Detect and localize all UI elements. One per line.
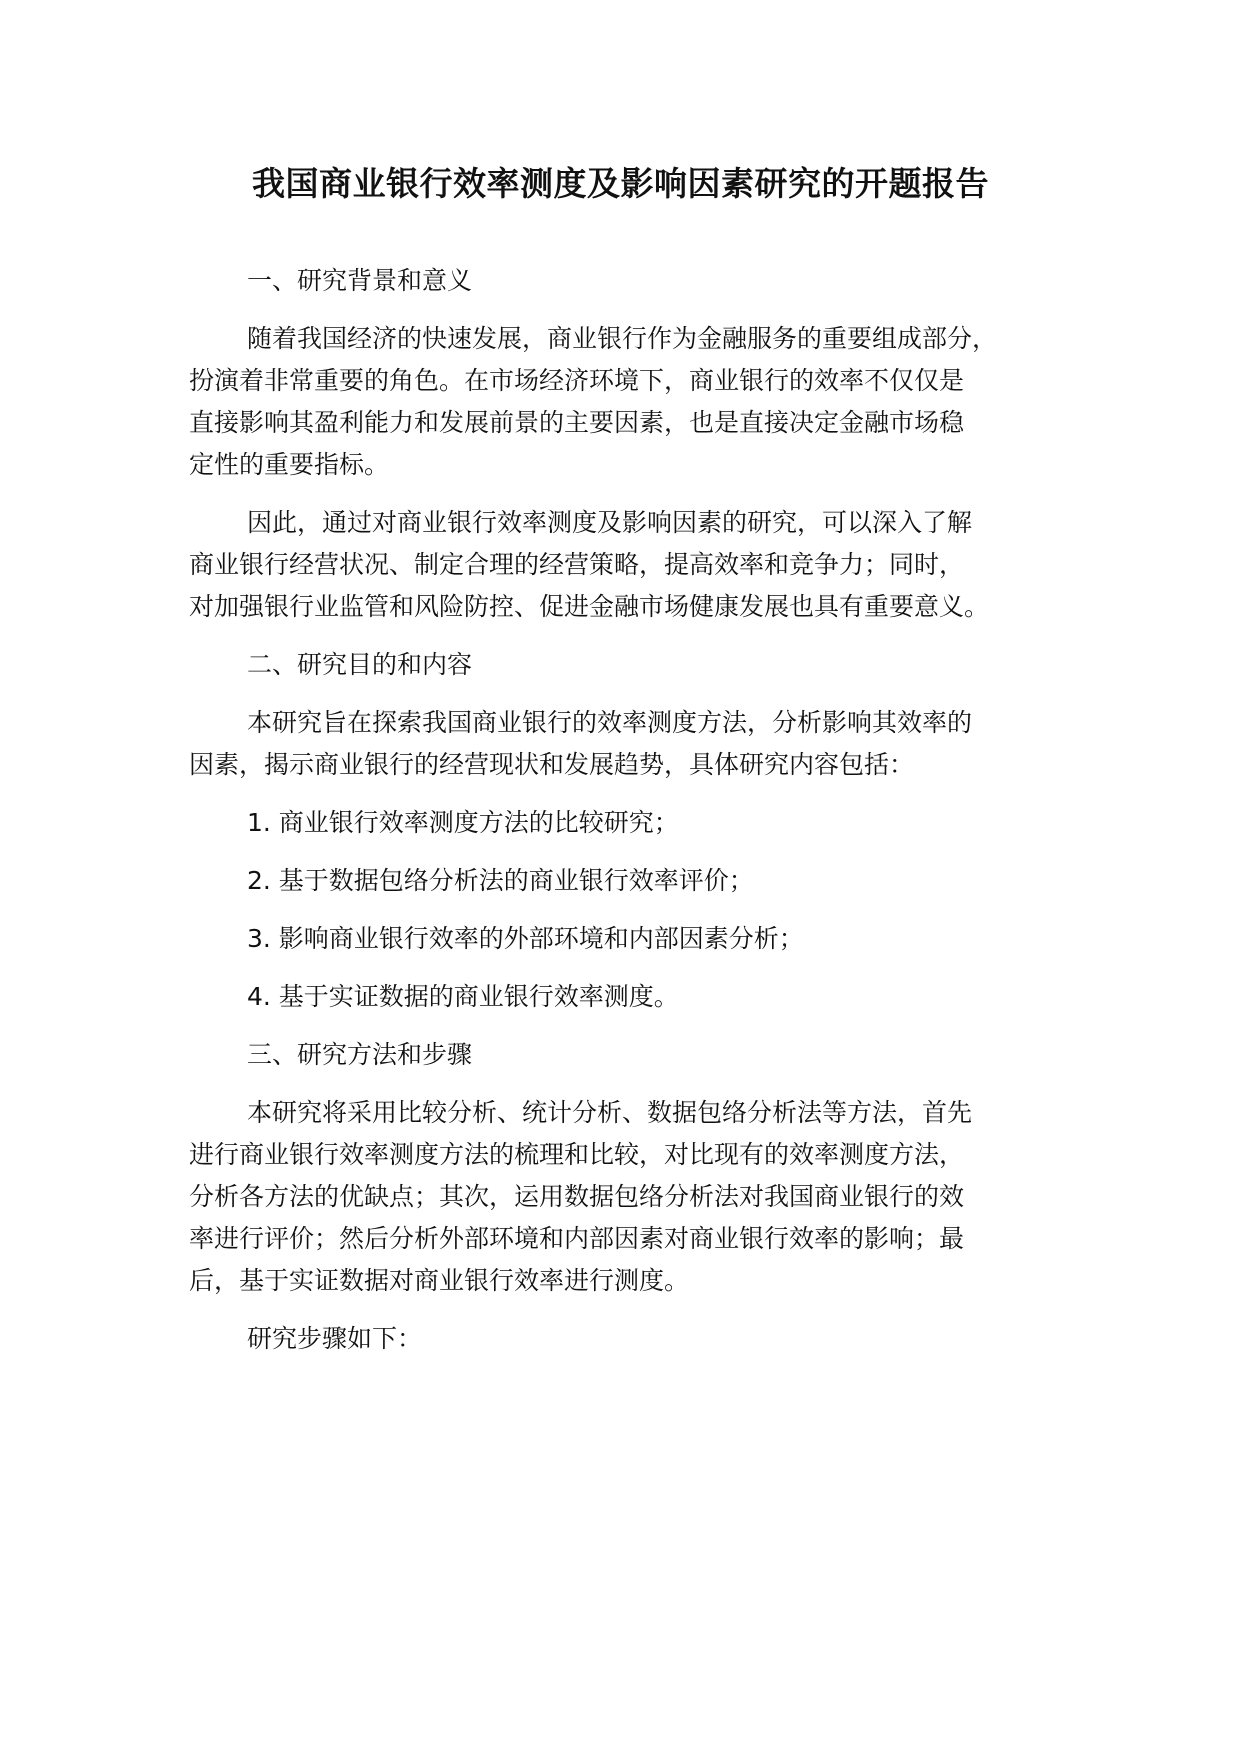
section-heading-background: 一、研究背景和意义 — [247, 266, 473, 295]
paragraph-line: 进行商业银行效率测度方法的梳理和比较，对比现有的效率测度方法， — [189, 1140, 965, 1169]
paragraph-line: 随着我国经济的快速发展，商业银行作为金融服务的重要组成部分， — [247, 324, 998, 353]
list-item: 2. 基于数据包络分析法的商业银行效率评价； — [247, 866, 754, 895]
section-heading-objectives: 二、研究目的和内容 — [247, 650, 473, 679]
paragraph-line: 直接影响其盈利能力和发展前景的主要因素，也是直接决定金融市场稳 — [189, 408, 965, 437]
list-item: 3. 影响商业银行效率的外部环境和内部因素分析； — [247, 924, 804, 953]
steps-intro: 研究步骤如下： — [247, 1324, 423, 1353]
paragraph-line: 因此，通过对商业银行效率测度及影响因素的研究，可以深入了解 — [247, 508, 973, 537]
paragraph-line: 本研究旨在探索我国商业银行的效率测度方法，分析影响其效率的 — [247, 708, 973, 737]
list-item: 1. 商业银行效率测度方法的比较研究； — [247, 808, 679, 837]
paragraph-line: 商业银行经营状况、制定合理的经营策略，提高效率和竞争力；同时， — [189, 550, 965, 579]
paragraph-line: 对加强银行业监管和风险防控、促进金融市场健康发展也具有重要意义。 — [189, 592, 990, 621]
paragraph-line: 本研究将采用比较分析、统计分析、数据包络分析法等方法，首先 — [247, 1098, 973, 1127]
paragraph-line: 定性的重要指标。 — [189, 450, 390, 479]
paragraph-line: 因素，揭示商业银行的经营现状和发展趋势，具体研究内容包括： — [189, 750, 915, 779]
section-heading-methods: 三、研究方法和步骤 — [247, 1040, 473, 1069]
paragraph-line: 分析各方法的优缺点；其次，运用数据包络分析法对我国商业银行的效 — [189, 1182, 965, 1211]
paragraph-line: 率进行评价；然后分析外部环境和内部因素对商业银行效率的影响；最 — [189, 1224, 965, 1253]
document-title: 我国商业银行效率测度及影响因素研究的开题报告 — [252, 164, 989, 203]
list-item: 4. 基于实证数据的商业银行效率测度。 — [247, 982, 679, 1011]
paragraph-line: 后，基于实证数据对商业银行效率进行测度。 — [189, 1266, 690, 1295]
paragraph-line: 扮演着非常重要的角色。在市场经济环境下，商业银行的效率不仅仅是 — [189, 366, 965, 395]
